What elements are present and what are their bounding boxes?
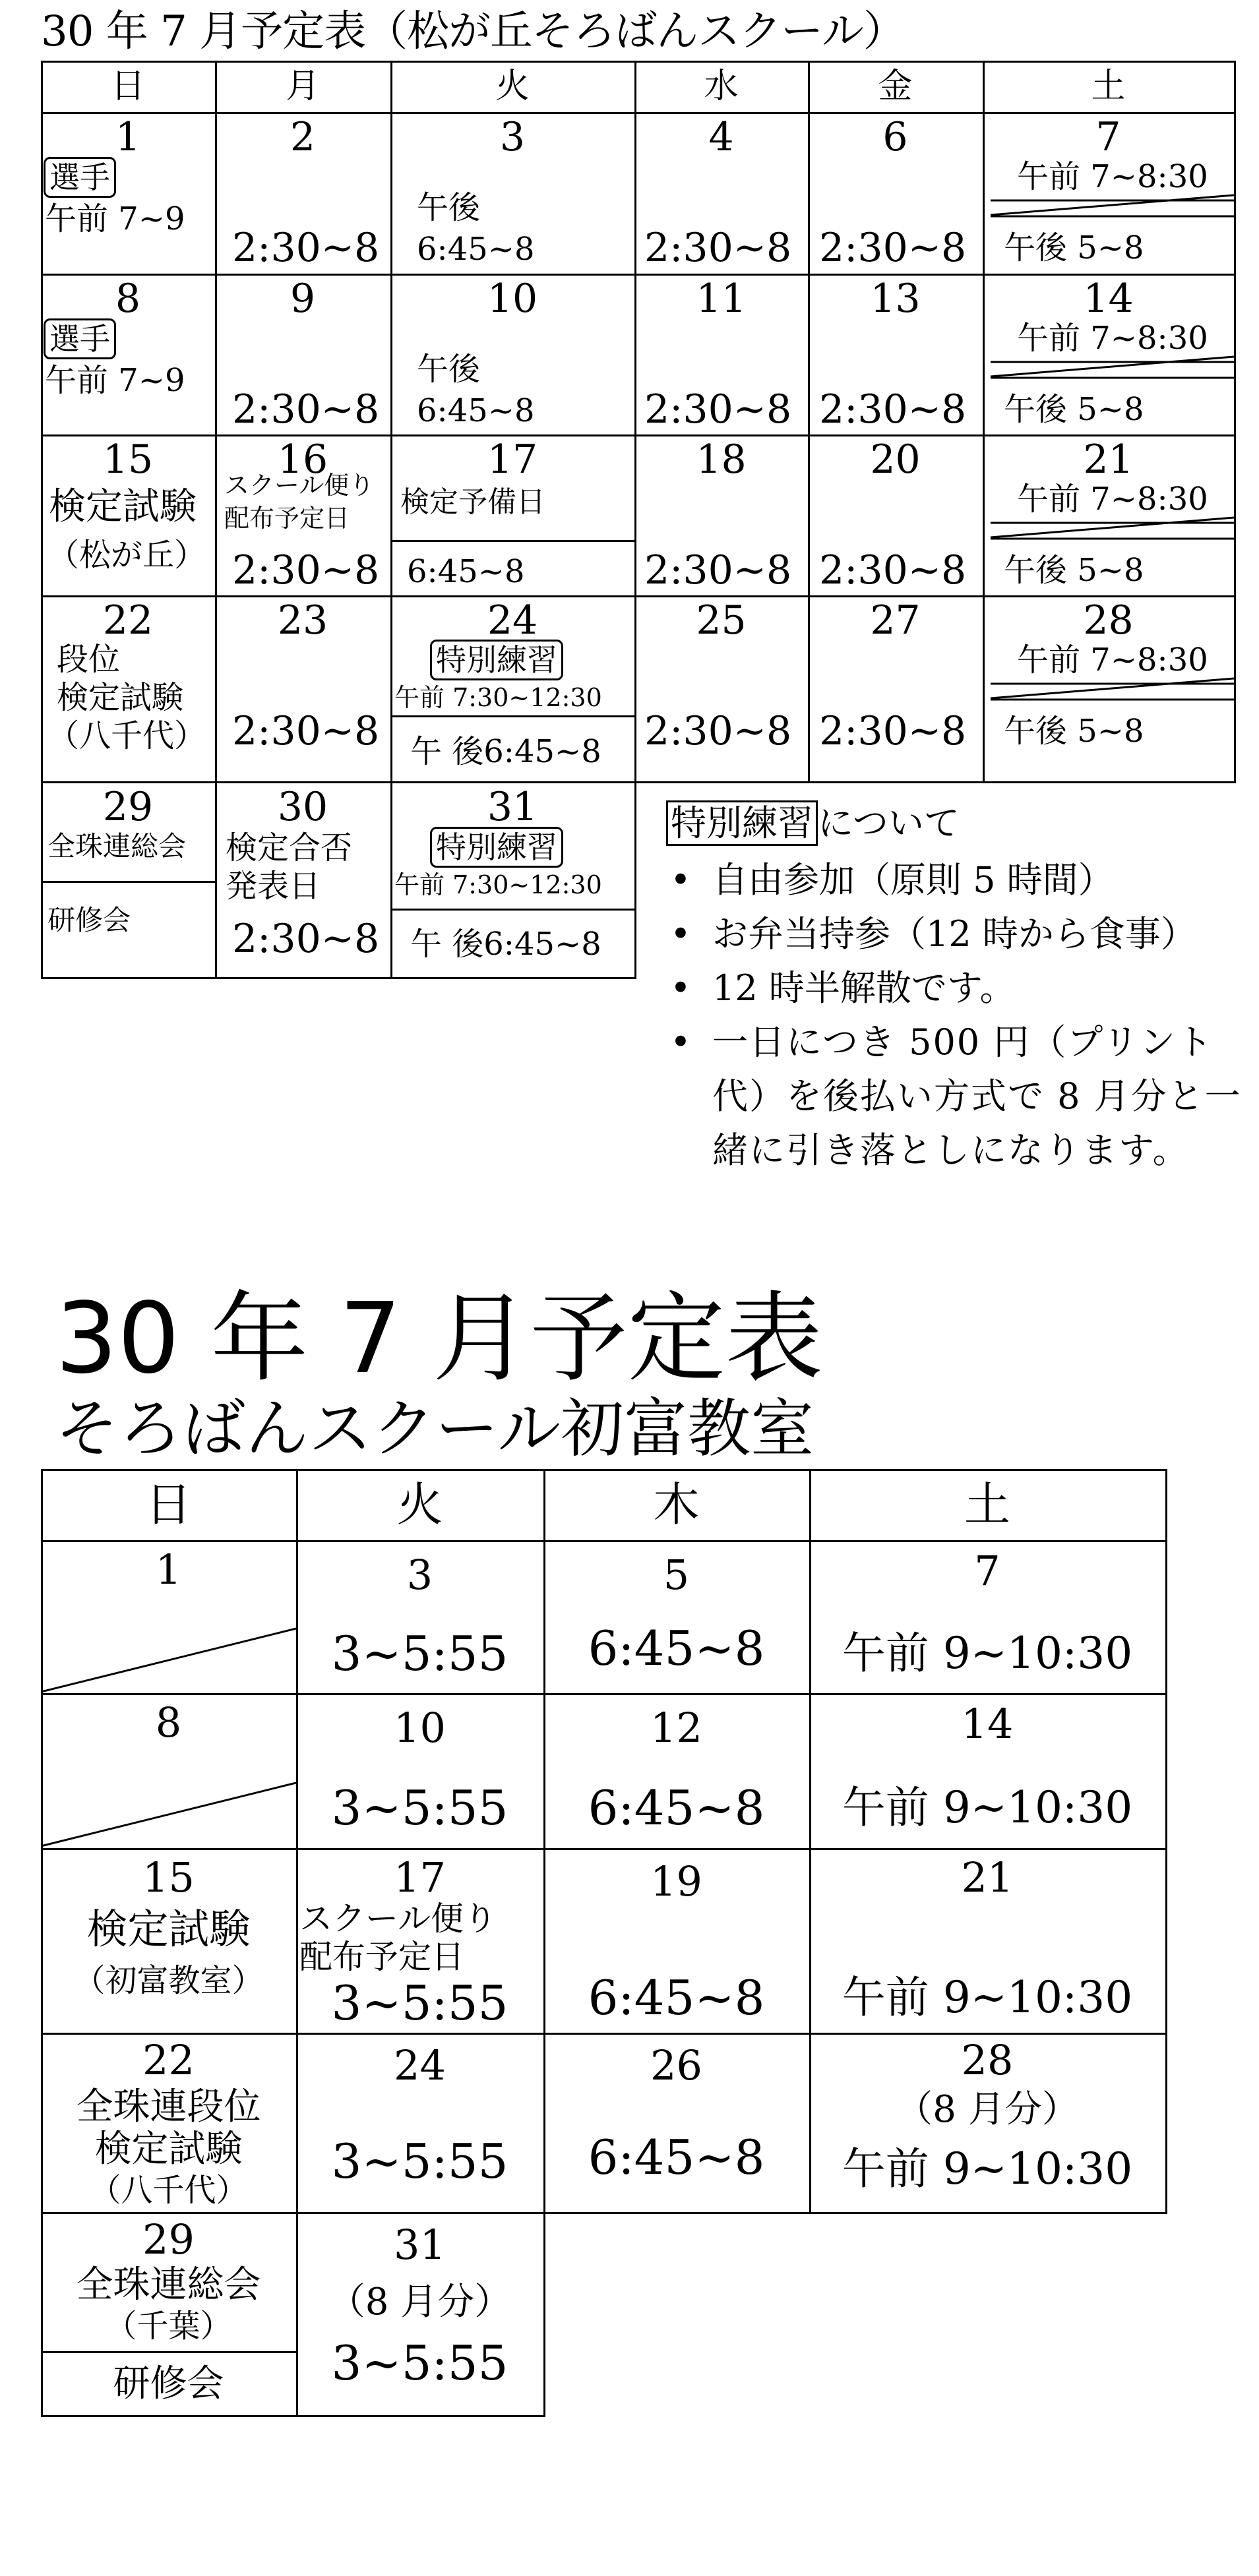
sat-am-time: 午前 7~8:30: [1017, 642, 1208, 678]
header-fri: 金: [878, 67, 913, 106]
date-number: 30: [277, 784, 328, 830]
date-number: 10: [487, 276, 538, 322]
header-sun: 日: [145, 1478, 192, 1532]
divider-lines: [991, 193, 1234, 219]
special-time: 午前 7:30~12:30: [394, 683, 602, 712]
date-number: 21: [1083, 436, 1134, 483]
header-mon: 月: [285, 67, 320, 106]
grid-line: [296, 1469, 298, 2417]
grid-line: [215, 61, 217, 979]
no-class-slash: [41, 1627, 296, 1693]
date-number: 6: [882, 114, 908, 160]
date-number: 18: [696, 436, 747, 483]
date-number: 28: [961, 2036, 1014, 2084]
date-number: 17: [487, 436, 538, 483]
date-number: 19: [650, 1857, 702, 1905]
grid-line: [41, 977, 636, 979]
date-number: 31: [487, 784, 538, 830]
sat-am-time: 午前 7~8:30: [1017, 158, 1208, 195]
exam-place: （八千代）: [89, 2172, 248, 2209]
august-note: （8 月分）: [896, 2088, 1079, 2131]
class-time: 3~5:55: [331, 2134, 508, 2189]
divider-lines: [991, 515, 1234, 541]
date-number: 10: [394, 1704, 446, 1752]
class-time: 2:30~8: [819, 225, 967, 271]
date-number: 7: [1095, 114, 1121, 160]
class-time: 2:30~8: [232, 547, 380, 593]
special-pm-time: 午 後6:45~8: [410, 733, 601, 770]
grid-line: [41, 2212, 1167, 2214]
list-item: • 自由参加（原則 5 時間）: [712, 853, 1246, 907]
sat-pm-time: 午後 5~8: [1004, 391, 1144, 428]
header-wed: 水: [704, 67, 739, 106]
date-number: 28: [1083, 597, 1134, 644]
class-time: 3~5:55: [331, 1626, 508, 1681]
exam-place: （初富教室）: [73, 1962, 264, 1999]
class-time: 2:30~8: [232, 708, 380, 754]
header-sat: 土: [1091, 67, 1126, 106]
special-practice-notes: [666, 796, 1246, 1178]
date-number: 8: [115, 276, 141, 322]
date-number: 1: [155, 1545, 182, 1594]
player-badge: 選手: [44, 157, 116, 198]
grid-line: [41, 434, 1236, 436]
date-number: 9: [290, 276, 316, 322]
class-time: 6:45~8: [588, 2130, 765, 2185]
notes-title-box: 特別練習: [666, 800, 818, 846]
special-time: 午前 7:30~12:30: [394, 870, 602, 899]
grid-line: [41, 2415, 545, 2417]
date-number: 21: [961, 1853, 1014, 1902]
am-time: 午前 7~9: [45, 362, 185, 399]
header-sun: 日: [110, 67, 145, 106]
class-time: 6:45~8: [588, 1621, 765, 1676]
class-time: 2:30~8: [644, 386, 792, 433]
header-tue: 火: [396, 1478, 443, 1532]
grid-line: [41, 595, 1236, 597]
date-number: 2: [290, 114, 316, 160]
special-practice-badge: 特別練習: [430, 640, 563, 680]
grid-line: [41, 112, 1236, 114]
date-number: 31: [394, 2221, 446, 2269]
august-note: （8 月分）: [328, 2281, 512, 2323]
special-pm-time: 午 後6:45~8: [410, 926, 601, 963]
date-number: 29: [102, 784, 154, 830]
pm-label: 午後: [417, 351, 481, 388]
result-line2: 発表日: [226, 868, 321, 905]
date-number: 16: [277, 436, 328, 483]
date-number: 12: [650, 1704, 702, 1752]
class-time: 3~5:55: [331, 1780, 508, 1836]
pm-time: 6:45~8: [417, 231, 535, 268]
grid-line: [1234, 61, 1236, 783]
date-number: 13: [870, 276, 921, 322]
reserve-day: 検定予備日: [400, 485, 545, 519]
exam-label: 検定試験: [86, 1905, 251, 1953]
class-time: 6:45~8: [588, 1780, 765, 1836]
dan-label: 段位: [57, 641, 121, 678]
newsletter-line2: 配布予定日: [224, 504, 350, 533]
cell-divider: [41, 2351, 296, 2353]
class-time: 2:30~8: [232, 225, 380, 271]
list-item: • 12 時半解散です。: [712, 961, 1246, 1015]
training-session: 研修会: [113, 2362, 224, 2405]
date-number: 26: [650, 2041, 702, 2089]
class-time: 6:45~8: [588, 1970, 765, 2025]
grid-line: [1165, 1469, 1167, 2214]
class-time: 午前 9~10:30: [842, 2143, 1133, 2194]
grid-line: [41, 61, 43, 979]
cell-divider: [390, 540, 634, 542]
grid-line: [983, 61, 985, 783]
schedule2-table: [41, 1469, 1167, 2417]
cell-divider: [41, 881, 215, 883]
date-number: 24: [394, 2041, 446, 2089]
date-number: 22: [102, 597, 154, 644]
date-number: 3: [406, 1551, 433, 1599]
date-number: 15: [102, 436, 154, 483]
class-time: 2:30~8: [644, 708, 792, 754]
grid-line: [41, 274, 1236, 276]
date-number: 11: [696, 276, 747, 322]
player-badge: 選手: [44, 318, 116, 359]
sat-pm-time: 午後 5~8: [1004, 713, 1144, 750]
exam-label: 検定試験: [49, 485, 197, 528]
am-time: 午前 7~9: [45, 200, 185, 237]
date-number: 15: [142, 1853, 195, 1902]
grid-line: [543, 1469, 545, 2417]
header-tue: 火: [495, 67, 530, 106]
zenjuren-dan-label: 全珠連段位: [76, 2085, 261, 2128]
grid-line: [390, 61, 392, 979]
sat-pm-time: 午後 5~8: [1004, 229, 1144, 266]
date-number: 14: [1083, 276, 1134, 322]
date-number: 23: [277, 597, 328, 644]
pm-time: 6:45~8: [407, 553, 525, 590]
exam-label: 検定試験: [94, 2128, 243, 2171]
class-time: 2:30~8: [232, 916, 380, 962]
date-number: 7: [974, 1547, 1000, 1595]
schedule2-title: 30 年 7 月予定表: [55, 1282, 823, 1395]
date-number: 22: [142, 2036, 195, 2084]
grid-line: [41, 1693, 1167, 1695]
sat-am-time: 午前 7~8:30: [1017, 320, 1208, 357]
pm-time: 6:45~8: [417, 392, 535, 429]
class-time: 3~5:55: [331, 1975, 508, 2031]
notes-title: [666, 796, 1246, 851]
class-time: 2:30~8: [819, 386, 967, 433]
date-number: 29: [142, 2215, 195, 2263]
date-number: 27: [870, 597, 921, 644]
list-item: • 一日につき 500 円（プリント代）を後払い方式で 8 月分と一緒に引き落としになります。: [712, 1015, 1246, 1178]
date-number: 25: [696, 597, 747, 644]
sat-am-time: 午前 7~8:30: [1017, 481, 1208, 518]
class-time: 2:30~8: [819, 547, 967, 593]
grid-line: [41, 781, 1236, 783]
cell-divider: [390, 715, 634, 717]
divider-lines: [991, 676, 1234, 702]
grid-line: [41, 1540, 1167, 1542]
cell-divider: [390, 909, 634, 911]
date-number: 5: [663, 1551, 690, 1599]
special-practice-badge: 特別練習: [430, 827, 563, 868]
list-item: • お弁当持参（12 時から食事）: [712, 907, 1246, 961]
class-time: 2:30~8: [644, 225, 792, 271]
pm-label: 午後: [417, 189, 481, 226]
date-number: 20: [870, 436, 921, 483]
notes-list: [666, 853, 1246, 1178]
header-thu: 木: [653, 1478, 700, 1532]
header-sat: 土: [964, 1478, 1010, 1532]
date-number: 8: [155, 1698, 182, 1747]
training-session: 研修会: [47, 904, 131, 936]
class-time: 2:30~8: [232, 386, 380, 433]
notes-title-rest: について: [818, 802, 960, 844]
newsletter-line2: 配布予定日: [299, 1938, 464, 1976]
date-number: 24: [487, 597, 538, 644]
grid-line: [41, 2033, 1167, 2035]
grid-line: [808, 61, 810, 783]
general-meeting: 全珠連総会: [47, 830, 187, 862]
exam-place: （八千代）: [47, 717, 206, 754]
class-time: 2:30~8: [644, 547, 792, 593]
date-number: 1: [115, 114, 141, 160]
date-number: 4: [708, 114, 734, 160]
schedule1-title: 30 年 7 月予定表（松が丘そろばんスクール）: [41, 7, 905, 56]
class-time: 午前 9~10:30: [842, 1972, 1133, 2023]
exam-label: 検定試験: [57, 679, 184, 716]
class-time: 3~5:55: [331, 2335, 508, 2391]
class-time: 午前 9~10:30: [842, 1628, 1133, 1679]
general-meeting: 全珠連総会: [76, 2263, 261, 2306]
no-class-slash: [41, 1782, 296, 1847]
schedule2-subtitle: そろばんスクール初富教室: [55, 1392, 814, 1466]
exam-place: （松が丘）: [47, 537, 206, 574]
date-number: 14: [961, 1700, 1014, 1748]
class-time: 午前 9~10:30: [842, 1782, 1133, 1833]
class-time: 2:30~8: [819, 708, 967, 754]
meeting-place: （千葉）: [105, 2308, 232, 2345]
newsletter-line1: スクール便り: [224, 471, 375, 500]
grid-line: [41, 1848, 1167, 1850]
result-line1: 検定合否: [226, 829, 353, 866]
sat-pm-time: 午後 5~8: [1004, 552, 1144, 589]
newsletter-line1: スクール便り: [299, 1900, 497, 1938]
divider-lines: [991, 354, 1234, 380]
date-number: 17: [394, 1853, 446, 1902]
date-number: 3: [499, 114, 526, 160]
grid-line: [634, 61, 636, 979]
